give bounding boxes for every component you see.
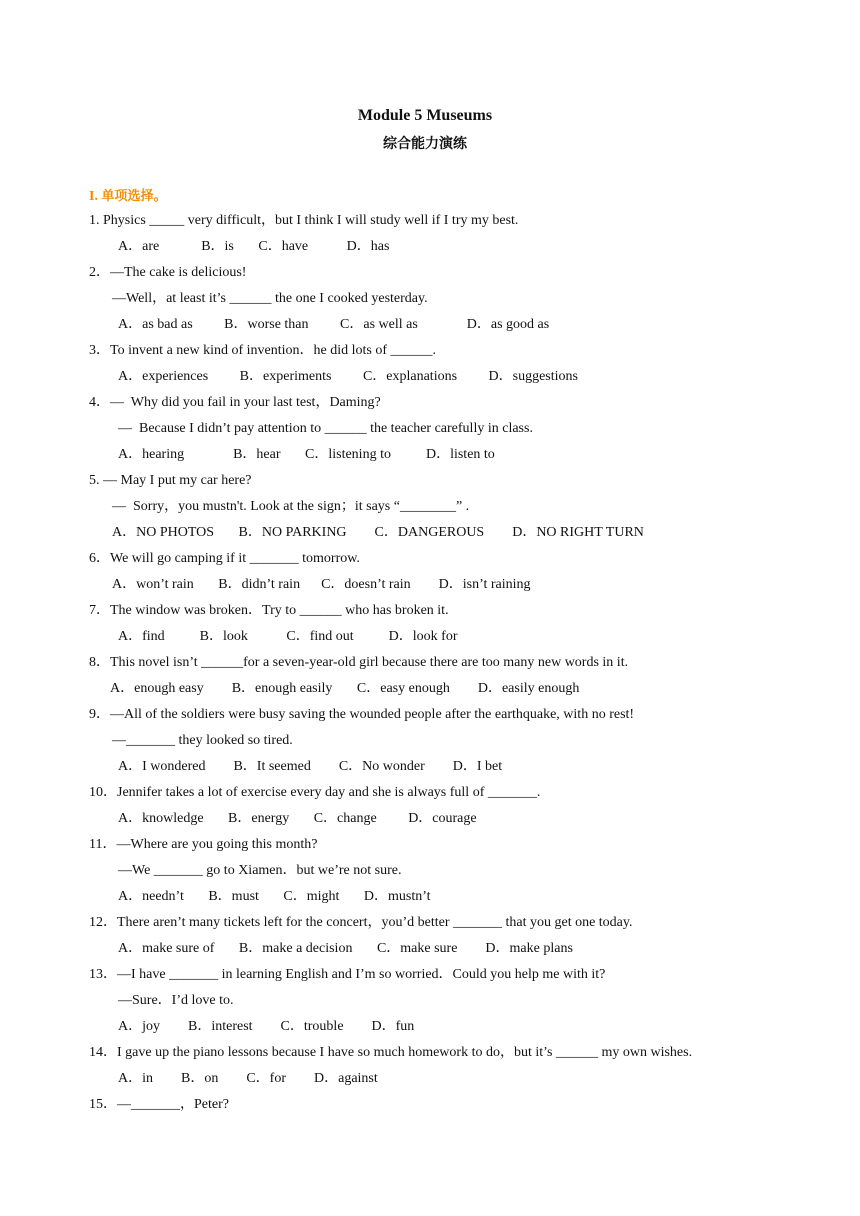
question-line: 11．—Where are you going this month? [89,837,318,852]
answer-options: A．as bad as B．worse than C．as well as D．as good as [118,317,550,332]
question-line: 8．This novel isn’t ______for a seven-year-old girl because there are too many new words in it. [89,655,629,670]
section-label: 单项选择。 [101,189,167,204]
answer-options: A．hearing B．hear C．listening to D．listen to [118,447,495,462]
question-line: 2．—The cake is delicious! [89,265,247,280]
question-line: 3．To invent a new kind of invention．he did lots of ______. [89,343,437,358]
question-line: —Well，at least it’s ______ the one I cooked yesterday. [112,291,428,306]
question-line: — Because I didn’t pay attention to ______ the teacher carefully in class. [118,421,533,436]
page-title: Module 5 Museums [357,107,493,124]
answer-options: A．joy B．interest C．trouble D．fun [118,1019,415,1034]
question-line: 5. — May I put my car here? [89,473,252,488]
answer-options: A．experiences B．experiments C．explanations D．suggestions [118,369,578,384]
answer-options: A．enough easy B．enough easily C．easy enough D．easily enough [110,681,580,696]
answer-options: A．in B．on C．for D．against [118,1071,378,1086]
question-line: 13．—I have _______ in learning English and I’m so worried．Could you help me with it? [89,967,606,982]
question-line: 6．We will go camping if it _______ tomorrow. [89,551,360,566]
question-line: — Sorry，you mustn't. Look at the sign；it says “________” . [112,499,470,514]
question-line: 14．I gave up the piano lessons because I have so much homework to do，but it’s ______ my own wishes. [89,1045,693,1060]
section-heading [89,185,166,205]
section-number: I. [89,189,98,204]
answer-options: A．make sure of B．make a decision C．make sure D．make plans [118,941,573,956]
question-line: 4．— Why did you fail in your last test，Daming? [89,395,381,410]
answer-options: A．knowledge B．energy C．change D．courage [118,811,477,826]
question-line: 12．There aren’t many tickets left for the concert，you’d better _______ that you get one today. [89,915,633,930]
page-subtitle: 综合能力演练 [383,136,467,152]
question-line: 1. Physics _____ very difficult，but I think I will study well if I try my best. [89,213,519,228]
answer-options: A．I wondered B．It seemed C．No wonder D．I bet [118,759,503,774]
answer-options: A．find B．look C．find out D．look for [118,629,458,644]
answer-options: A．won’t rain B．didn’t rain C．doesn’t rain D．isn’t raining [112,577,531,592]
answer-options: A．NO PHOTOS B．NO PARKING C．DANGEROUS D．NO RIGHT TURN [112,525,644,540]
question-line: —Sure．I’d love to. [118,993,234,1008]
question-line: 7．The window was broken．Try to ______ who has broken it. [89,603,449,618]
answer-options: A．are B．is C．have D．has [118,239,390,254]
question-line: 10．Jennifer takes a lot of exercise every day and she is always full of _______. [89,785,541,800]
answer-options: A．needn’t B．must C．might D．mustn’t [118,889,431,904]
question-line: —_______ they looked so tired. [112,733,293,748]
question-line: 9．—All of the soldiers were busy saving the wounded people after the earthquake, with no rest! [89,707,635,722]
question-line: 15．—_______，Peter? [89,1097,229,1112]
question-line: —We _______ go to Xiamen．but we’re not sure. [118,863,402,878]
